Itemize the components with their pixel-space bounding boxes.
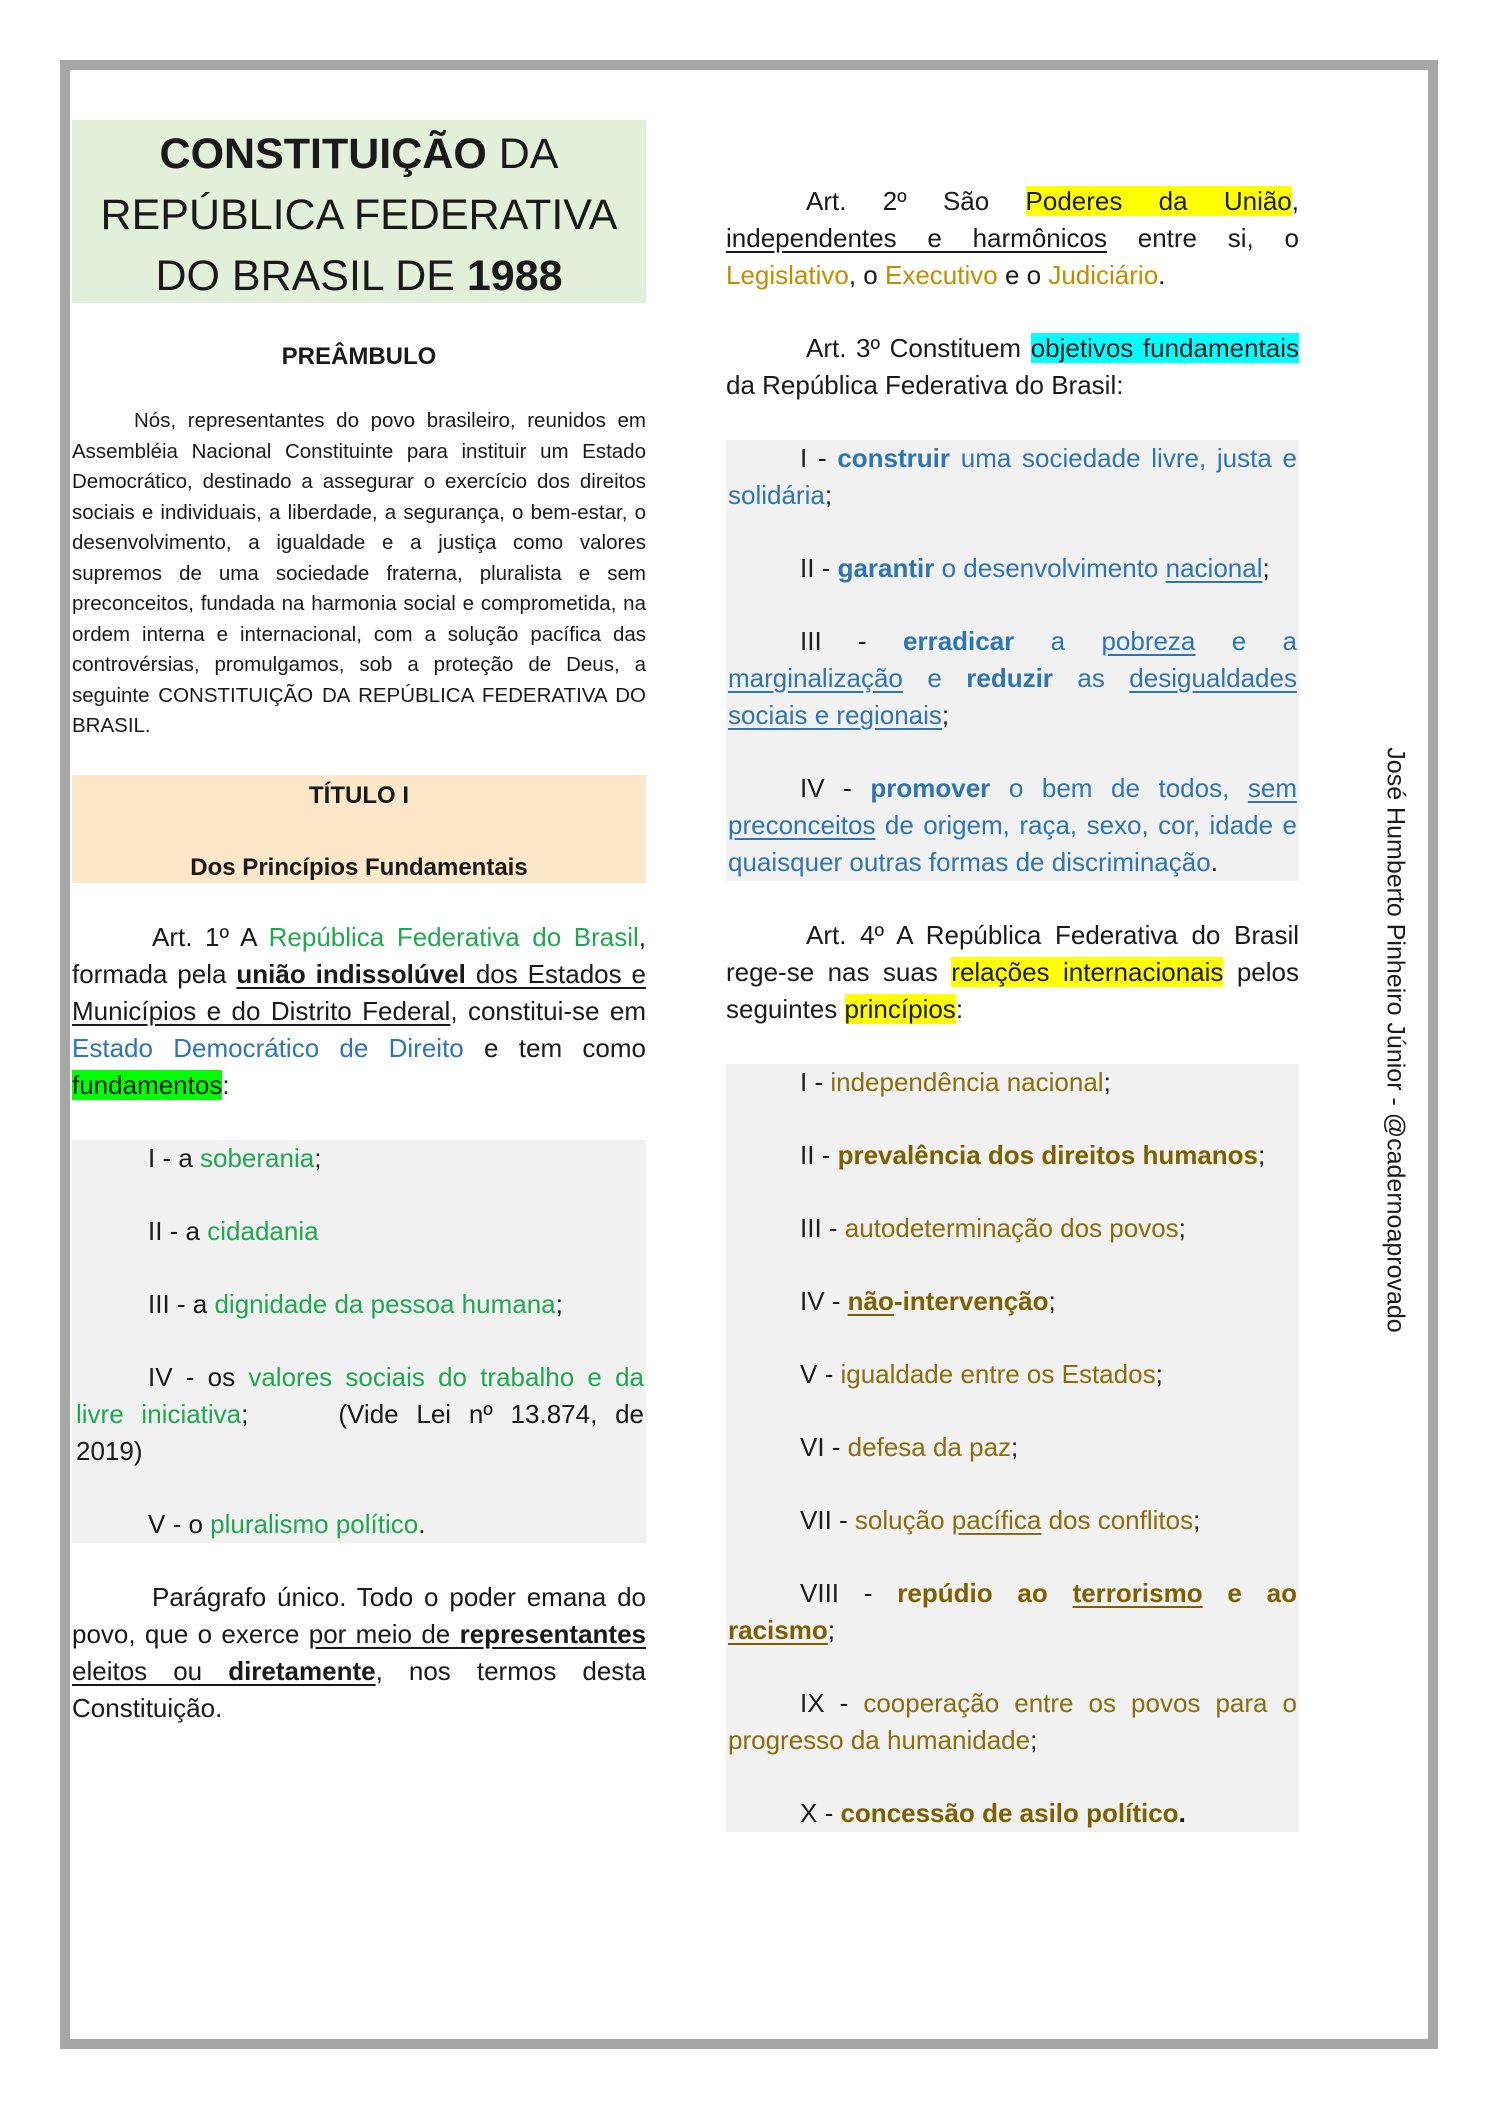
preamble-heading: PREÂMBULO xyxy=(281,343,437,370)
list-item: IV - não-intervenção; xyxy=(800,1286,1056,1316)
list-item: IX - cooperação entre os povos para o progresso da humanidade; xyxy=(728,1688,1297,1755)
art1-items xyxy=(72,1140,646,1543)
titulo-heading xyxy=(72,775,646,883)
author-side-note: José Humberto Pinheiro Júnior - @cadernoaprovado xyxy=(1381,747,1410,1333)
list-item: IV - os valores sociais do trabalho e da livre iniciativa; (Vide Lei nº 13.874, de 2019) xyxy=(76,1361,644,1466)
left-column xyxy=(72,120,646,1727)
art4-caput: Art. 4º A República Federativa do Brasil rege-se nas suas relações internacionais pelos seguintes princípios: xyxy=(726,920,1300,1024)
art3-caput: Art. 3º Constituem objetivos fundamentais da República Federativa do Brasil: xyxy=(726,333,1299,400)
list-item: V - igualdade entre os Estados; xyxy=(800,1359,1163,1389)
art1-paragraph: Parágrafo único. Todo o poder emana do povo, que o exerce por meio de representantes eleitos ou diretamente, nos termos desta Constituição. xyxy=(72,1581,646,1723)
art4-items xyxy=(726,1064,1299,1832)
document-title: CONSTITUIÇÃO DA REPÚBLICA FEDERATIVA DO BRASIL DE 1988 xyxy=(72,120,646,303)
list-item: X - concessão de asilo político. xyxy=(800,1798,1186,1828)
list-item: II - prevalência dos direitos humanos; xyxy=(800,1140,1266,1170)
titulo-label: TÍTULO I xyxy=(309,781,409,809)
list-item: I - construir uma sociedade livre, justa e solidária; xyxy=(728,443,1297,510)
list-item: II - garantir o desenvolvimento nacional; xyxy=(800,553,1270,583)
list-item: VI - defesa da paz; xyxy=(800,1432,1019,1462)
list-item: III - a dignidade da pessoa humana; xyxy=(148,1288,563,1319)
list-item: I - a soberania; xyxy=(148,1142,322,1173)
list-item: III - autodeterminação dos povos; xyxy=(800,1213,1186,1243)
titulo-subtitle: Dos Princípios Fundamentais xyxy=(190,853,528,881)
list-item: VIII - repúdio ao terrorismo e ao racismo; xyxy=(728,1578,1298,1645)
art2: Art. 2º São Poderes da União, independentes e harmônicos entre si, o Legislativo, o Executivo e o Judiciário. xyxy=(726,186,1300,290)
list-item: V - o pluralismo político. xyxy=(148,1508,426,1539)
list-item: VII - solução pacífica dos conflitos; xyxy=(800,1505,1201,1535)
list-item: I - independência nacional; xyxy=(800,1067,1111,1097)
list-item: III - erradicar a pobreza e a marginalização e reduzir as desigualdades sociais e regionais; xyxy=(728,626,1297,730)
list-item: II - a cidadania xyxy=(148,1215,319,1246)
list-item: IV - promover o bem de todos, sem preconceitos de origem, raça, sexo, cor, idade e quaisquer outras formas de discriminação. xyxy=(728,773,1298,877)
art3-items xyxy=(726,440,1299,881)
art1-caput: Art. 1º A República Federativa do Brasil, formada pela união indissolúvel dos Estados e Municípios e do Distrito Federal, constitui-se em Estado Democrático de Direito e tem como fundamentos: xyxy=(72,921,647,1100)
right-column xyxy=(726,183,1299,1832)
preamble-text: Nós, representantes do povo brasileiro, reunidos em Assembléia Nacional Constituinte para instituir um Estado Democrático, destinado a assegurar o exercício dos direitos sociais e individuais, a liberdade, a segurança, o bem-estar, o desenvolvimento, a igualdade e a justiça como valores supremos de uma sociedade fraterna, pluralista e sem preconceitos, fundada na harmonia social e comprometida, na ordem interna e internacional, com a solução pacífica das controvérsias, promulgamos, sob a proteção de Deus, a seguinte CONSTITUIÇÃO DA REPÚBLICA FEDERATIVA DO BRASIL. xyxy=(72,409,646,737)
